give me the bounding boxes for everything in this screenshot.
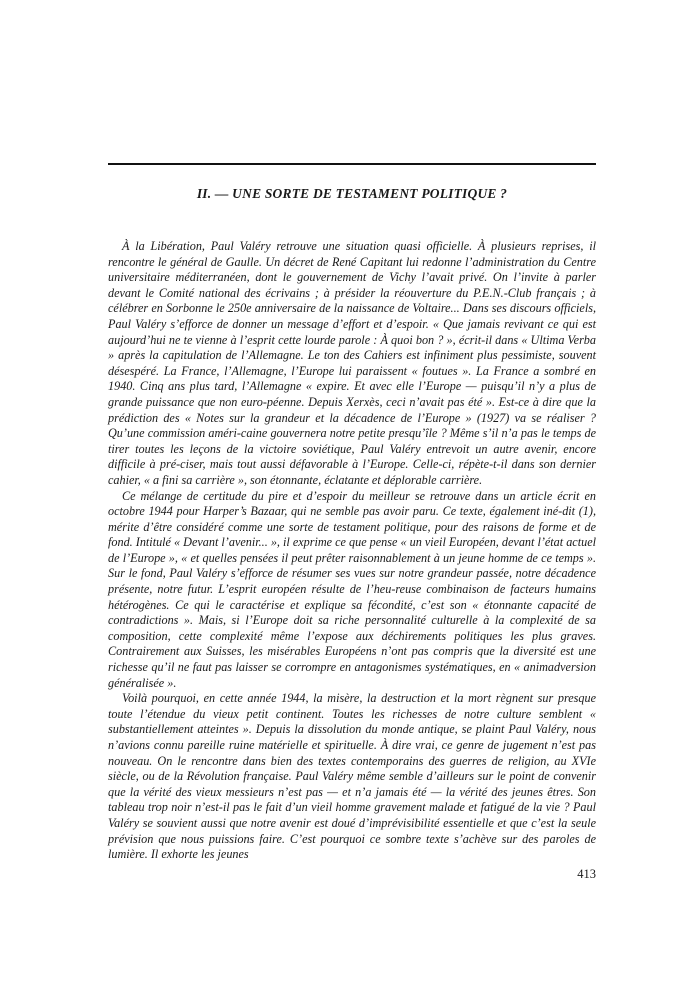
- paragraph-3: Voilà pourquoi, en cette année 1944, la misère, la destruction et la mort règnent sur presque toute l’étendue du vieux petit continent. Toutes les richesses de notre culture semblent « substantiellement atteintes ». Depuis la dissolution du monde antique, se plaint Paul Valéry, nous n’avions connu pareille ruine matérielle et spirituelle. À dire vrai, ce genre de jugement n’est pas nouveau. On le rencontre dans bien des textes contemporains des guerres de religion, au XVIe siècle, ou de la Révolution française. Paul Valéry même semble d’ailleurs sur le point de convenir que la vérité des vieux messieurs n’est pas — et n’a jamais été — la vérité des jeunes êtres. Son tableau trop noir n’est-il pas le fait d’un vieil homme gravement malade et fatigué de la vie ? Paul Valéry se souvient aussi que notre avenir est doué d’imprévisibilité essentielle et que c’est la seule prévision que nous puissions faire. C’est pourquoi ce sombre texte s’achève sur des paroles de lumière. Il exhorte les jeunes: [108, 691, 596, 862]
- page-number: 413: [577, 867, 596, 881]
- body-text: [108, 239, 596, 863]
- paragraph-2: Ce mélange de certitude du pire et d’espoir du meilleur se retrouve dans un article écrit en octobre 1944 pour Harper’s Bazaar, qui ne semble pas avoir paru. Ce texte, également iné-dit (1), mérite d’être considéré comme une sorte de testament politique, pour des raisons de forme et de fond. Intitulé « Devant l’avenir... », il exprime ce que pense « un vieil Européen, devant l’état actuel de l’Europe », « et quelles pensées il peut prêter raisonnablement à un jeune homme de ce temps ». Sur le fond, Paul Valéry s’efforce de résumer ses vues sur notre grandeur passée, notre décadence présente, notre futur. L’esprit européen résulte de l’heu-reuse combinaison de facteurs humains hétérogènes. Ce qui le caractérise et explique sa fécondité, c’est son « étonnante capacité de contradictions ». Mais, si l’Europe doit sa riche personnalité culturelle à la complexité de sa composition, cette complexité même l’expose aux déchirements politiques les plus graves. Contrairement aux Suisses, les misérables Européens n’ont pas compris que la diversité est une richesse qu’il ne faut pas laisser se corrompre en antagonismes systématiques, en « animadversion généralisée ».: [108, 488, 596, 690]
- top-rule: [108, 163, 596, 165]
- paragraph-1: À la Libération, Paul Valéry retrouve une situation quasi officielle. À plusieurs reprises, il rencontre le général de Gaulle. Un décret de René Capitant lui redonne l’administration du Centre universitaire méditerranéen, dont le gouvernement de Vichy l’avait privé. On l’invite à parler devant le Comité national des écrivains ; à présider la réouverture du P.E.N.-Club français ; à célébrer en Sorbonne le 250e anniversaire de la naissance de Voltaire... Dans ses discours officiels, Paul Valéry s’efforce de donner un message d’effort et d’espoir. « Que jamais revivant ce qui est aujourd’hui ne te vienne à l’esprit cette lourde parole : À quoi bon ? », écrit-il dans « Ultima Verba » après la capitulation de l’Allemagne. Le ton des Cahiers est infiniment plus pessimiste, souvent désespéré. La France, l’Allemagne, l’Europe lui paraissent « foutues ». La France a sombré en 1940. Cinq ans plus tard, l’Allemagne « expire. Et avec elle l’Europe — puisqu’il n’y a plus de grande puissance que non euro-péenne. Depuis Xerxès, ceci n’avait pas été ». Est-ce à dire que la prédiction des « Notes sur la grandeur et la décadence de l’Europe » (1927) va se réaliser ? Qu’une commission améri-caine gouvernera notre petite presqu’île ? Même s’il n’a pas le temps de tirer toutes les leçons de la victoire soviétique, Paul Valéry entrevoit un autre avenir, encore difficile à pré-ciser, mais tout aussi défavorable à l’Europe. Celle-ci, répète-t-il dans son dernier cahier, « a fini sa carrière », son étonnante, éclatante et déplorable carrière.: [108, 239, 596, 487]
- section-title: II. — UNE SORTE DE TESTAMENT POLITIQUE ?: [196, 186, 508, 201]
